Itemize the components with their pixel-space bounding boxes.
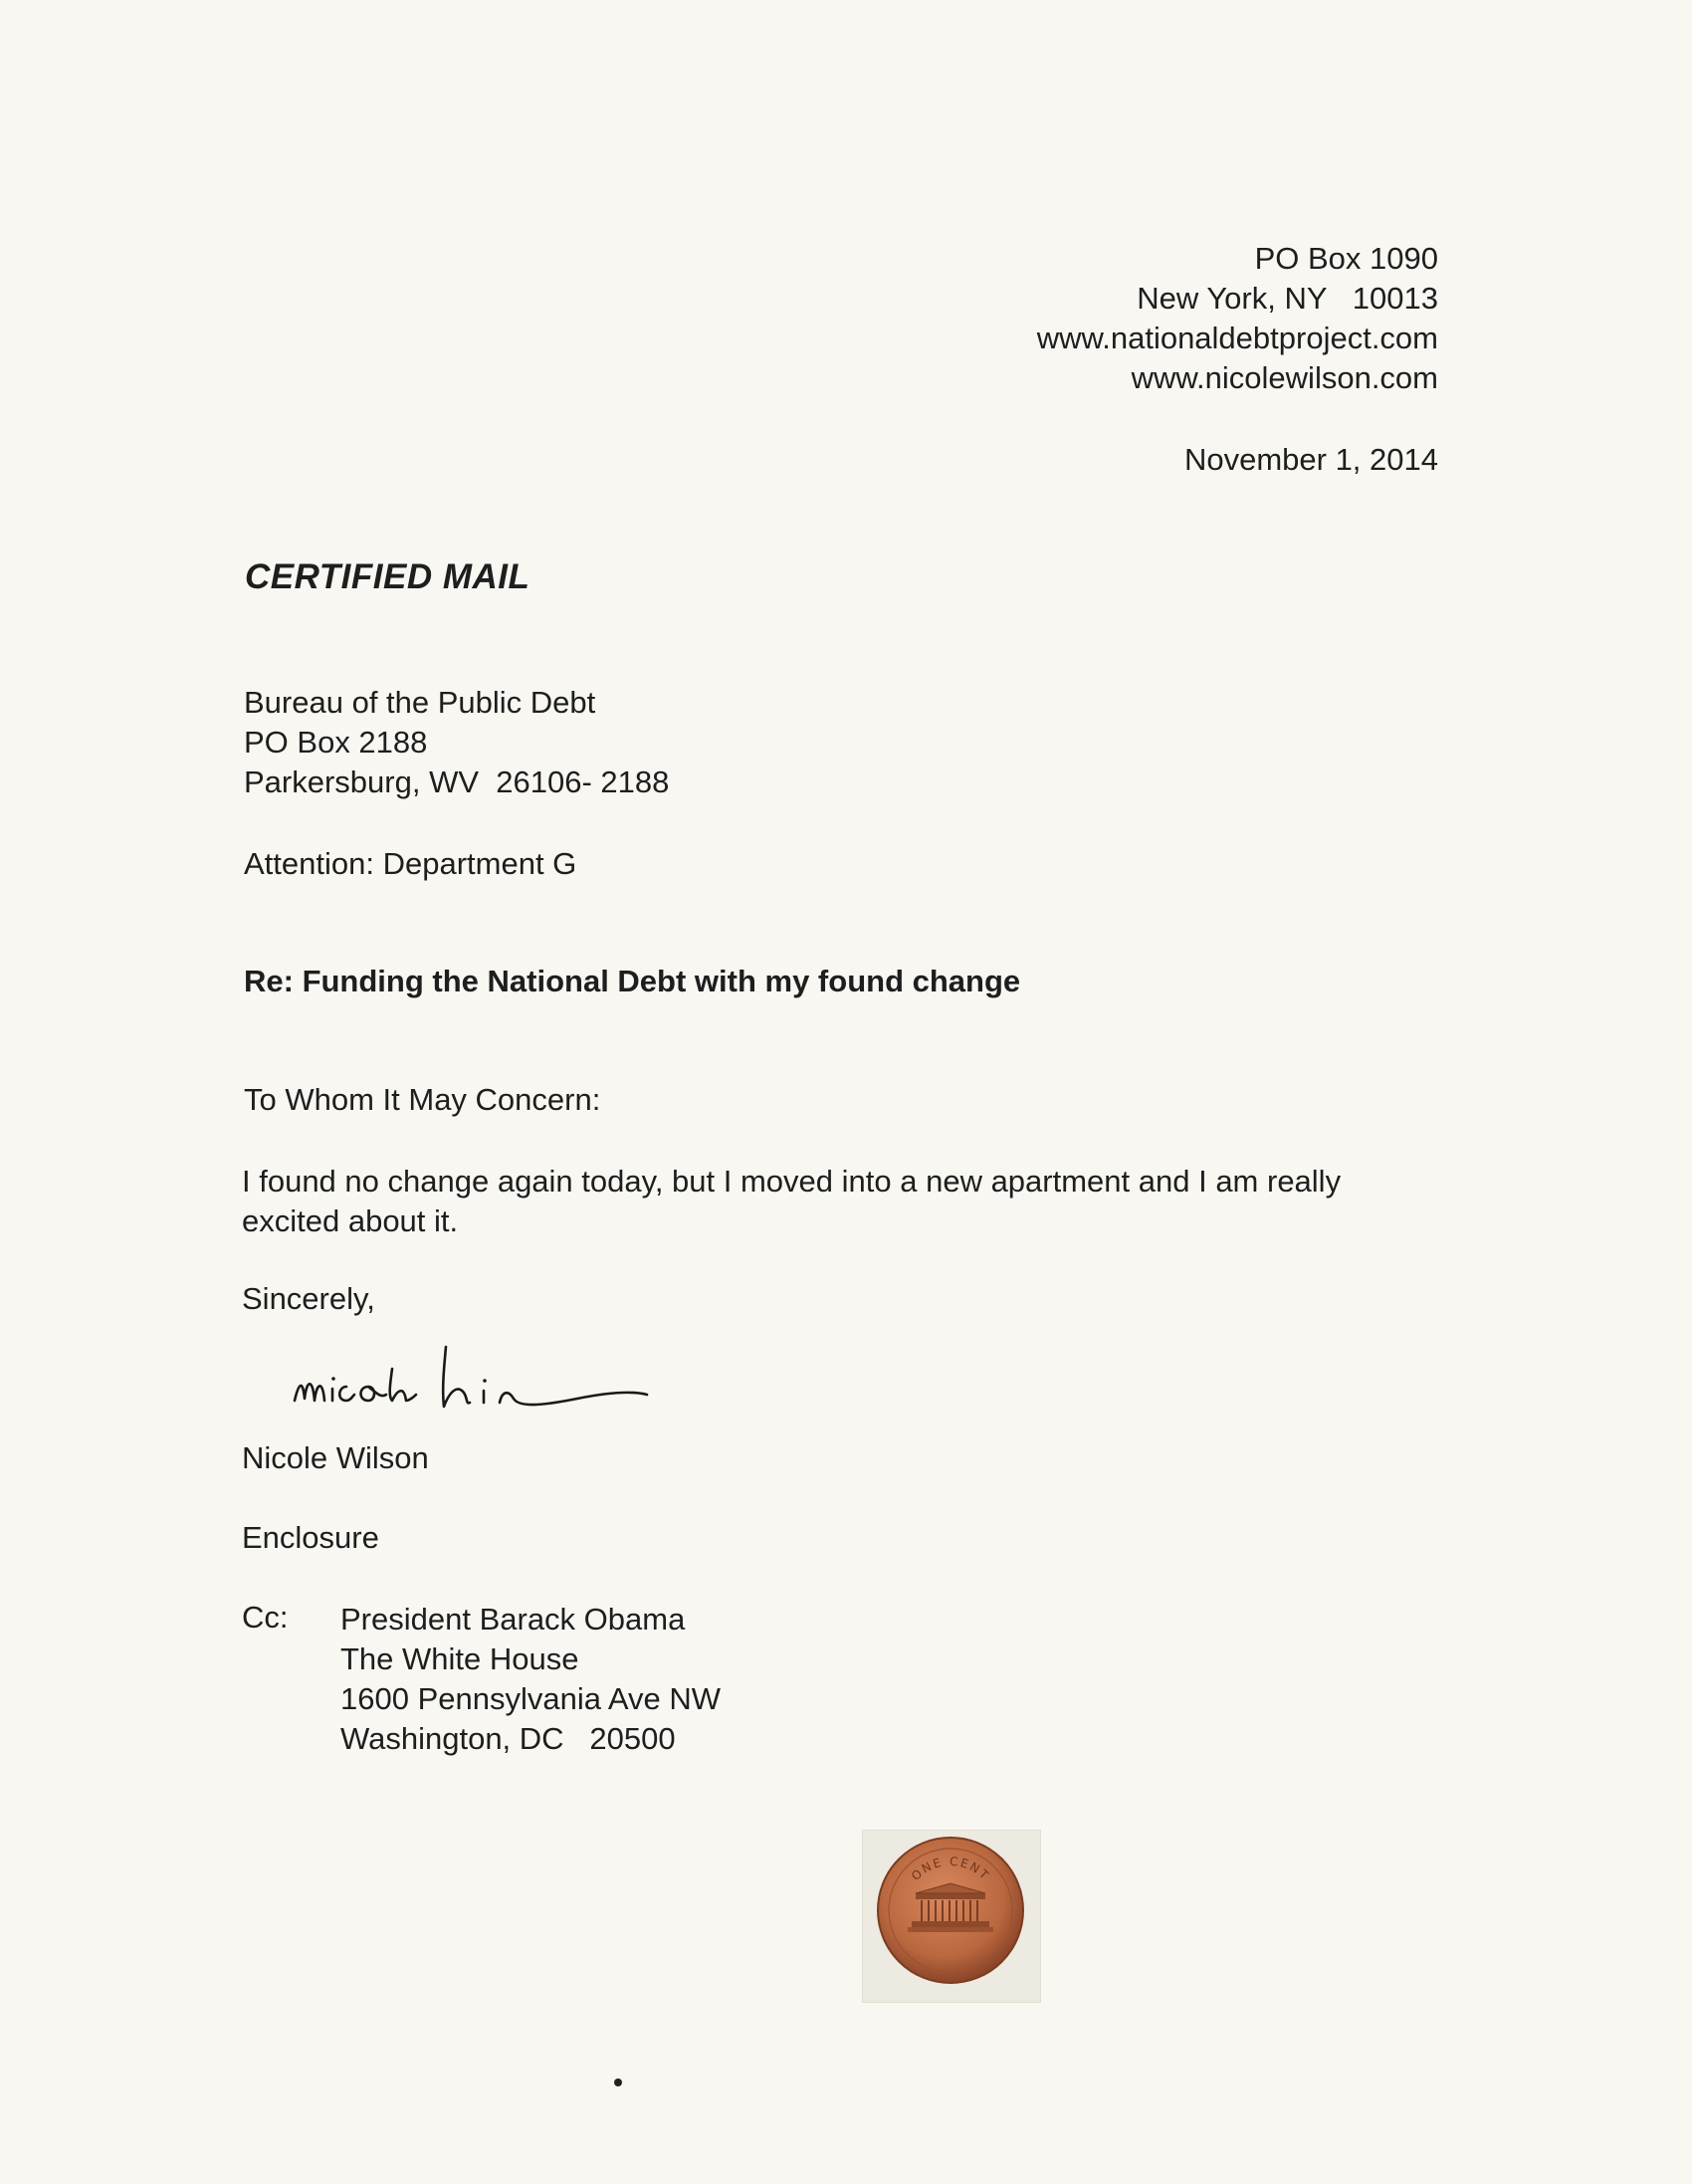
- cc-line: President Barack Obama: [340, 1602, 686, 1637]
- sender-website: www.nationaldebtproject.com: [1036, 321, 1438, 355]
- sender-address: [1037, 239, 1438, 398]
- enclosure-note: Enclosure: [242, 1520, 379, 1555]
- sender-line: PO Box 1090: [1254, 241, 1438, 276]
- cc-line: 1600 Pennsylvania Ave NW: [340, 1681, 721, 1716]
- recipient-line: Bureau of the Public Debt: [244, 685, 596, 720]
- letter-date: November 1, 2014: [1183, 442, 1438, 477]
- salutation: To Whom It May Concern:: [244, 1082, 601, 1117]
- delivery-method: CERTIFIED MAIL: [245, 557, 530, 596]
- closing: Sincerely,: [242, 1281, 375, 1316]
- recipient-line: PO Box 2188: [244, 725, 428, 760]
- sender-line: New York, NY 10013: [1137, 281, 1438, 316]
- sender-website: www.nicolewilson.com: [1131, 360, 1438, 395]
- coin-inscription: ONE CENT: [908, 1854, 993, 1883]
- letter-body: [242, 1162, 1456, 1241]
- attention-line: Attention: Department G: [244, 846, 577, 881]
- signer-name: Nicole Wilson: [242, 1440, 429, 1475]
- cc-address: [340, 1600, 721, 1759]
- recipient-line: Parkersburg, WV 26106- 2188: [244, 764, 670, 799]
- cc-line: The White House: [340, 1641, 579, 1676]
- ink-speck: [614, 2078, 622, 2086]
- subject-line: Re: Funding the National Debt with my found change: [244, 964, 1021, 998]
- handwritten-signature: [289, 1329, 657, 1428]
- cc-line: Washington, DC 20500: [340, 1721, 676, 1756]
- recipient-address: [244, 683, 669, 802]
- penny-coin: [876, 1836, 1025, 1985]
- cc-label: Cc:: [242, 1600, 289, 1635]
- taped-penny: [858, 1830, 1047, 2009]
- body-line: I found no change again today, but I moved into a new apartment and I am really: [242, 1164, 1342, 1199]
- body-line: excited about it.: [242, 1203, 459, 1238]
